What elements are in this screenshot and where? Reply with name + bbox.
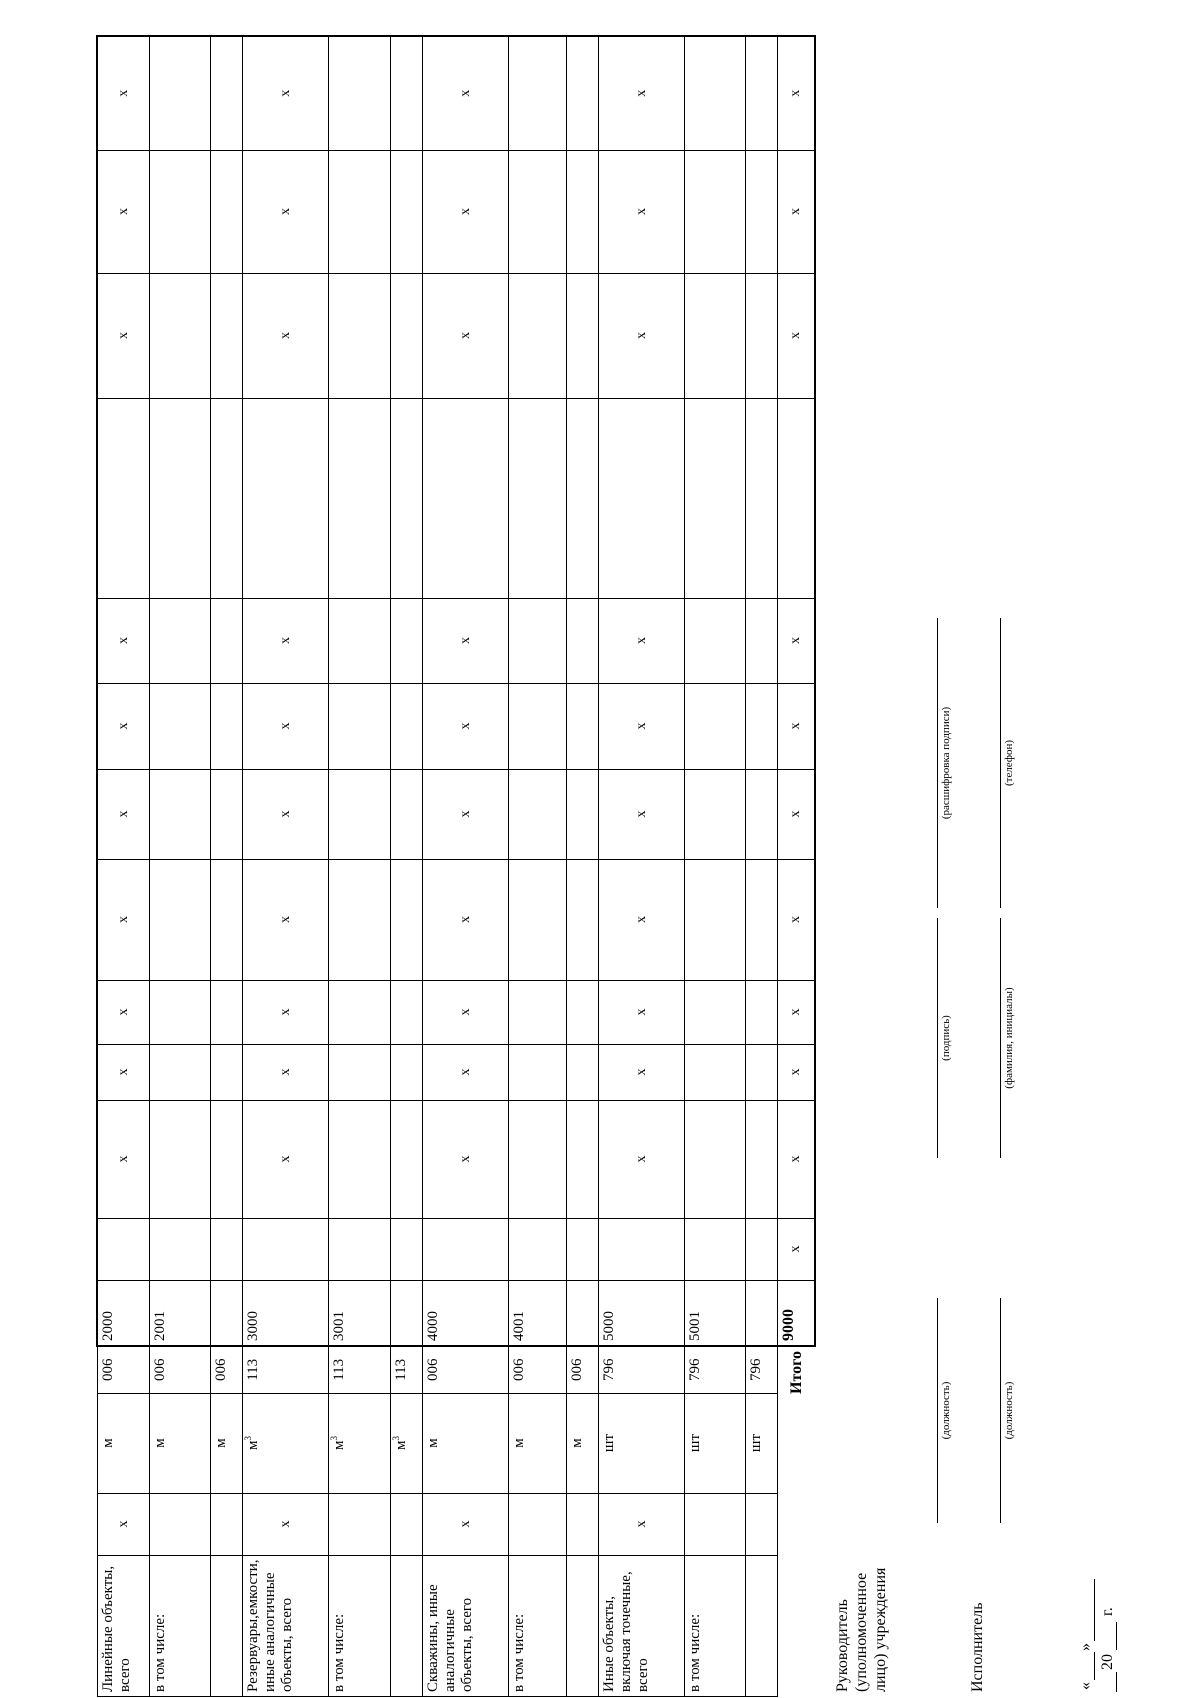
value-cell-c8	[745, 598, 777, 683]
value-cell-c8	[210, 598, 242, 683]
head-position-caption: (должность)	[940, 1381, 952, 1440]
table-row	[97, 36, 149, 1696]
value-cell-c2	[745, 1100, 777, 1218]
line-code-cell	[566, 1280, 598, 1346]
unit-cell: м	[422, 1393, 508, 1493]
value-cell-c1	[745, 1218, 777, 1280]
value-cell-c10: x	[598, 273, 684, 398]
value-cell-c6: x	[242, 769, 328, 859]
unit-cell: шт	[745, 1393, 777, 1493]
okei-code-cell: 113	[242, 1346, 328, 1393]
object-name-cell: в том числе:	[508, 1555, 566, 1696]
value-cell-c1	[390, 1218, 422, 1280]
value-cell-c1	[328, 1218, 390, 1280]
value-cell-c5	[684, 859, 745, 980]
total-value-cell-c10: x	[777, 273, 815, 398]
value-cell-c9	[422, 398, 508, 598]
value-cell-c5: x	[422, 859, 508, 980]
value-cell-c7	[508, 683, 566, 769]
value-cell-c1	[508, 1218, 566, 1280]
value-cell-c2	[149, 1100, 210, 1218]
line-code-cell: 3001	[328, 1280, 390, 1346]
total-value-cell-c8: x	[777, 598, 815, 683]
value-cell-c6	[566, 769, 598, 859]
unit-cell: м	[566, 1393, 598, 1493]
executor-phone-line	[1000, 618, 1001, 908]
value-cell-c9	[242, 398, 328, 598]
value-cell-c4	[566, 980, 598, 1044]
okei-code-cell: 006	[97, 1346, 149, 1393]
value-cell-c6: x	[598, 769, 684, 859]
value-cell-c3	[684, 1044, 745, 1100]
date-year-prefix: 20	[1099, 1654, 1116, 1670]
value-cell-c6	[210, 769, 242, 859]
value-cell-c2	[566, 1100, 598, 1218]
value-cell-c7	[149, 683, 210, 769]
table-row	[328, 36, 390, 1696]
total-value-cell-c12: x	[777, 36, 815, 150]
head-signature-line	[937, 918, 938, 1158]
total-label: Итого	[787, 1351, 805, 1394]
value-cell-c8	[328, 598, 390, 683]
table-row	[566, 36, 598, 1696]
value-cell-c8: x	[242, 598, 328, 683]
column-2-cell	[508, 1493, 566, 1555]
value-cell-c5: x	[598, 859, 684, 980]
table-row	[598, 36, 684, 1696]
column-2-cell: x	[422, 1493, 508, 1555]
line-code-cell: 5001	[684, 1280, 745, 1346]
value-cell-c1	[149, 1218, 210, 1280]
okei-code-cell: 006	[566, 1346, 598, 1393]
value-cell-c9	[149, 398, 210, 598]
head-label: Руководитель (уполномоченное лицо) учреждения	[834, 1567, 889, 1692]
value-cell-c12: x	[242, 36, 328, 150]
value-cell-c3	[328, 1044, 390, 1100]
value-cell-c10	[508, 273, 566, 398]
value-cell-c11	[508, 150, 566, 273]
value-cell-c9	[390, 398, 422, 598]
value-cell-c3	[508, 1044, 566, 1100]
total-value-cell-c5: x	[777, 859, 815, 980]
executor-name-line	[1000, 918, 1001, 1158]
object-name-cell: Линейные объекты, всего	[97, 1555, 149, 1696]
line-code-cell: 3000	[242, 1280, 328, 1346]
object-name-cell	[390, 1555, 422, 1696]
value-cell-c5	[508, 859, 566, 980]
executor-label: Исполнитель	[969, 1602, 986, 1692]
column-2-cell	[210, 1493, 242, 1555]
value-cell-c5	[149, 859, 210, 980]
total-value-cell-c9	[777, 398, 815, 598]
value-cell-c10: x	[97, 273, 149, 398]
value-cell-c9	[566, 398, 598, 598]
head-signature-caption: (подпись)	[940, 1015, 952, 1061]
value-cell-c7: x	[242, 683, 328, 769]
objects-table	[96, 35, 816, 1697]
value-cell-c12	[745, 36, 777, 150]
object-name-cell: Иные объекты, включая точечные, всего	[598, 1555, 684, 1696]
table-row	[242, 36, 328, 1696]
object-name-cell: в том числе:	[684, 1555, 745, 1696]
okei-code-cell: 796	[598, 1346, 684, 1393]
value-cell-c10: x	[242, 273, 328, 398]
value-cell-c11	[328, 150, 390, 273]
value-cell-c10	[566, 273, 598, 398]
object-name-cell	[566, 1555, 598, 1696]
total-value-cell-c6: x	[777, 769, 815, 859]
value-cell-c5	[328, 859, 390, 980]
value-cell-c11	[390, 150, 422, 273]
value-cell-c12	[390, 36, 422, 150]
total-value-cell-c7: x	[777, 683, 815, 769]
value-cell-c6: x	[97, 769, 149, 859]
value-cell-c3	[566, 1044, 598, 1100]
value-cell-c5	[566, 859, 598, 980]
value-cell-c12	[328, 36, 390, 150]
value-cell-c2	[328, 1100, 390, 1218]
date-century-line	[1116, 1672, 1117, 1692]
value-cell-c9	[328, 398, 390, 598]
value-cell-c11	[149, 150, 210, 273]
value-cell-c3: x	[242, 1044, 328, 1100]
okei-code-cell: 006	[210, 1346, 242, 1393]
value-cell-c4	[684, 980, 745, 1044]
value-cell-c8	[508, 598, 566, 683]
executor-position-caption: (должность)	[1003, 1381, 1015, 1440]
value-cell-c5	[745, 859, 777, 980]
value-cell-c8: x	[97, 598, 149, 683]
table-row	[508, 36, 566, 1696]
value-cell-c4	[328, 980, 390, 1044]
value-cell-c11	[566, 150, 598, 273]
value-cell-c12	[566, 36, 598, 150]
value-cell-c3: x	[422, 1044, 508, 1100]
value-cell-c10	[390, 273, 422, 398]
date-month-line	[1094, 1579, 1095, 1641]
value-cell-c11: x	[97, 150, 149, 273]
unit-cell: шт	[598, 1393, 684, 1493]
value-cell-c6: x	[422, 769, 508, 859]
okei-code-cell: 006	[422, 1346, 508, 1393]
head-position-line	[937, 1298, 938, 1523]
value-cell-c7	[566, 683, 598, 769]
value-cell-c4: x	[97, 980, 149, 1044]
unit-cell: м	[210, 1393, 242, 1493]
value-cell-c1	[97, 1218, 149, 1280]
value-cell-c5	[390, 859, 422, 980]
value-cell-c11	[684, 150, 745, 273]
value-cell-c6	[390, 769, 422, 859]
value-cell-c7: x	[422, 683, 508, 769]
line-code-cell: 4000	[422, 1280, 508, 1346]
okei-code-cell: 113	[328, 1346, 390, 1393]
column-2-cell: x	[598, 1493, 684, 1555]
value-cell-c6	[149, 769, 210, 859]
value-cell-c3: x	[598, 1044, 684, 1100]
value-cell-c9	[97, 398, 149, 598]
value-cell-c12	[508, 36, 566, 150]
value-cell-c2	[684, 1100, 745, 1218]
total-row	[777, 36, 815, 1696]
table-row	[149, 36, 210, 1696]
value-cell-c12	[149, 36, 210, 150]
date-year-suffix: г.	[1099, 1607, 1116, 1616]
value-cell-c3	[149, 1044, 210, 1100]
value-cell-c4: x	[598, 980, 684, 1044]
object-name-cell: в том числе:	[149, 1555, 210, 1696]
value-cell-c2: x	[598, 1100, 684, 1218]
value-cell-c9	[598, 398, 684, 598]
value-cell-c7	[328, 683, 390, 769]
line-code-cell: 4001	[508, 1280, 566, 1346]
value-cell-c11: x	[242, 150, 328, 273]
value-cell-c1	[566, 1218, 598, 1280]
total-value-cell-c3: x	[777, 1044, 815, 1100]
value-cell-c12: x	[422, 36, 508, 150]
executor-phone-caption: (телефон)	[1003, 739, 1015, 787]
value-cell-c12: x	[97, 36, 149, 150]
value-cell-c11: x	[598, 150, 684, 273]
value-cell-c7	[684, 683, 745, 769]
value-cell-c10: x	[422, 273, 508, 398]
value-cell-c7: x	[598, 683, 684, 769]
value-cell-c8	[566, 598, 598, 683]
column-2-cell: x	[97, 1493, 149, 1555]
value-cell-c3: x	[97, 1044, 149, 1100]
unit-cell: $м^3$	[390, 1393, 422, 1493]
line-code-cell: 2000	[97, 1280, 149, 1346]
value-cell-c2: x	[97, 1100, 149, 1218]
value-cell-c6	[508, 769, 566, 859]
value-cell-c11: x	[422, 150, 508, 273]
value-cell-c4	[210, 980, 242, 1044]
column-2-cell: x	[242, 1493, 328, 1555]
value-cell-c3	[745, 1044, 777, 1100]
value-cell-c8: x	[598, 598, 684, 683]
unit-cell: м	[508, 1393, 566, 1493]
column-2-cell	[390, 1493, 422, 1555]
object-name-cell	[210, 1555, 242, 1696]
value-cell-c4: x	[242, 980, 328, 1044]
object-name-cell: в том числе:	[328, 1555, 390, 1696]
date-year-line	[1116, 1622, 1117, 1650]
value-cell-c11	[210, 150, 242, 273]
date-day-line	[1094, 1652, 1095, 1680]
line-code-cell	[210, 1280, 242, 1346]
value-cell-c6	[684, 769, 745, 859]
table-row	[210, 36, 242, 1696]
unit-cell: $м^3$	[242, 1393, 328, 1493]
value-cell-c1	[422, 1218, 508, 1280]
object-name-cell: Скважины, иные аналогичные объекты, всего	[422, 1555, 508, 1696]
okei-code-cell: 796	[684, 1346, 745, 1393]
object-name-cell	[745, 1555, 777, 1696]
head-decoding-line	[937, 618, 938, 908]
value-cell-c9	[210, 398, 242, 598]
value-cell-c10	[328, 273, 390, 398]
column-2-cell	[149, 1493, 210, 1555]
value-cell-c4	[149, 980, 210, 1044]
unit-cell: $м^3$	[328, 1393, 390, 1493]
value-cell-c12: x	[598, 36, 684, 150]
object-name-cell: Резервуары,емкости, иные аналогичные объекты, всего	[242, 1555, 328, 1696]
value-cell-c11	[745, 150, 777, 273]
value-cell-c4	[390, 980, 422, 1044]
unit-cell: шт	[684, 1393, 745, 1493]
value-cell-c8	[149, 598, 210, 683]
executor-name-caption: (фамилия, инициалы)	[1003, 987, 1015, 1089]
value-cell-c3	[210, 1044, 242, 1100]
table-row	[684, 36, 745, 1696]
value-cell-c7: x	[97, 683, 149, 769]
value-cell-c2: x	[422, 1100, 508, 1218]
value-cell-c12	[210, 36, 242, 150]
value-cell-c4	[508, 980, 566, 1044]
superscript-3: 3	[328, 1436, 339, 1441]
value-cell-c9	[508, 398, 566, 598]
value-cell-c2: x	[242, 1100, 328, 1218]
value-cell-c5: x	[97, 859, 149, 980]
column-2-cell	[566, 1493, 598, 1555]
okei-code-cell: 006	[149, 1346, 210, 1393]
superscript-3: 3	[242, 1436, 253, 1441]
column-2-cell	[684, 1493, 745, 1555]
value-cell-c2	[210, 1100, 242, 1218]
value-cell-c12	[684, 36, 745, 150]
line-code-cell	[390, 1280, 422, 1346]
table-row	[390, 36, 422, 1696]
table-row	[745, 36, 777, 1696]
head-decoding-caption: (расшифровка подписи)	[940, 706, 952, 820]
value-cell-c10	[210, 273, 242, 398]
value-cell-c4	[745, 980, 777, 1044]
value-cell-c7	[390, 683, 422, 769]
unit-cell: м	[149, 1393, 210, 1493]
total-value-cell-c1: x	[777, 1218, 815, 1280]
okei-code-cell: 113	[390, 1346, 422, 1393]
value-cell-c9	[684, 398, 745, 598]
value-cell-c6	[745, 769, 777, 859]
value-cell-c10	[684, 273, 745, 398]
value-cell-c3	[390, 1044, 422, 1100]
value-cell-c9	[745, 398, 777, 598]
total-value-cell-c4: x	[777, 980, 815, 1044]
line-code-cell: 2001	[149, 1280, 210, 1346]
superscript-3: 3	[390, 1436, 401, 1441]
date-quote-close: »	[1077, 1643, 1094, 1651]
value-cell-c1	[242, 1218, 328, 1280]
total-value-cell-c11: x	[777, 150, 815, 273]
okei-code-cell: 006	[508, 1346, 566, 1393]
line-code-cell	[745, 1280, 777, 1346]
value-cell-c7	[210, 683, 242, 769]
value-cell-c10	[149, 273, 210, 398]
column-2-cell	[328, 1493, 390, 1555]
executor-position-line	[1000, 1298, 1001, 1523]
total-code-cell: 9000	[777, 1280, 815, 1346]
value-cell-c2	[390, 1100, 422, 1218]
unit-cell: м	[97, 1393, 149, 1493]
total-value-cell-c2: x	[777, 1100, 815, 1218]
date-quote-open: «	[1077, 1682, 1094, 1690]
okei-code-cell: 796	[745, 1346, 777, 1393]
value-cell-c7	[745, 683, 777, 769]
column-2-cell	[745, 1493, 777, 1555]
value-cell-c5	[210, 859, 242, 980]
value-cell-c6	[328, 769, 390, 859]
value-cell-c10	[745, 273, 777, 398]
value-cell-c4: x	[422, 980, 508, 1044]
value-cell-c8	[684, 598, 745, 683]
value-cell-c2	[508, 1100, 566, 1218]
value-cell-c5: x	[242, 859, 328, 980]
value-cell-c1	[210, 1218, 242, 1280]
table-row	[422, 36, 508, 1696]
value-cell-c8	[390, 598, 422, 683]
line-code-cell: 5000	[598, 1280, 684, 1346]
value-cell-c1	[598, 1218, 684, 1280]
value-cell-c8: x	[422, 598, 508, 683]
value-cell-c1	[684, 1218, 745, 1280]
